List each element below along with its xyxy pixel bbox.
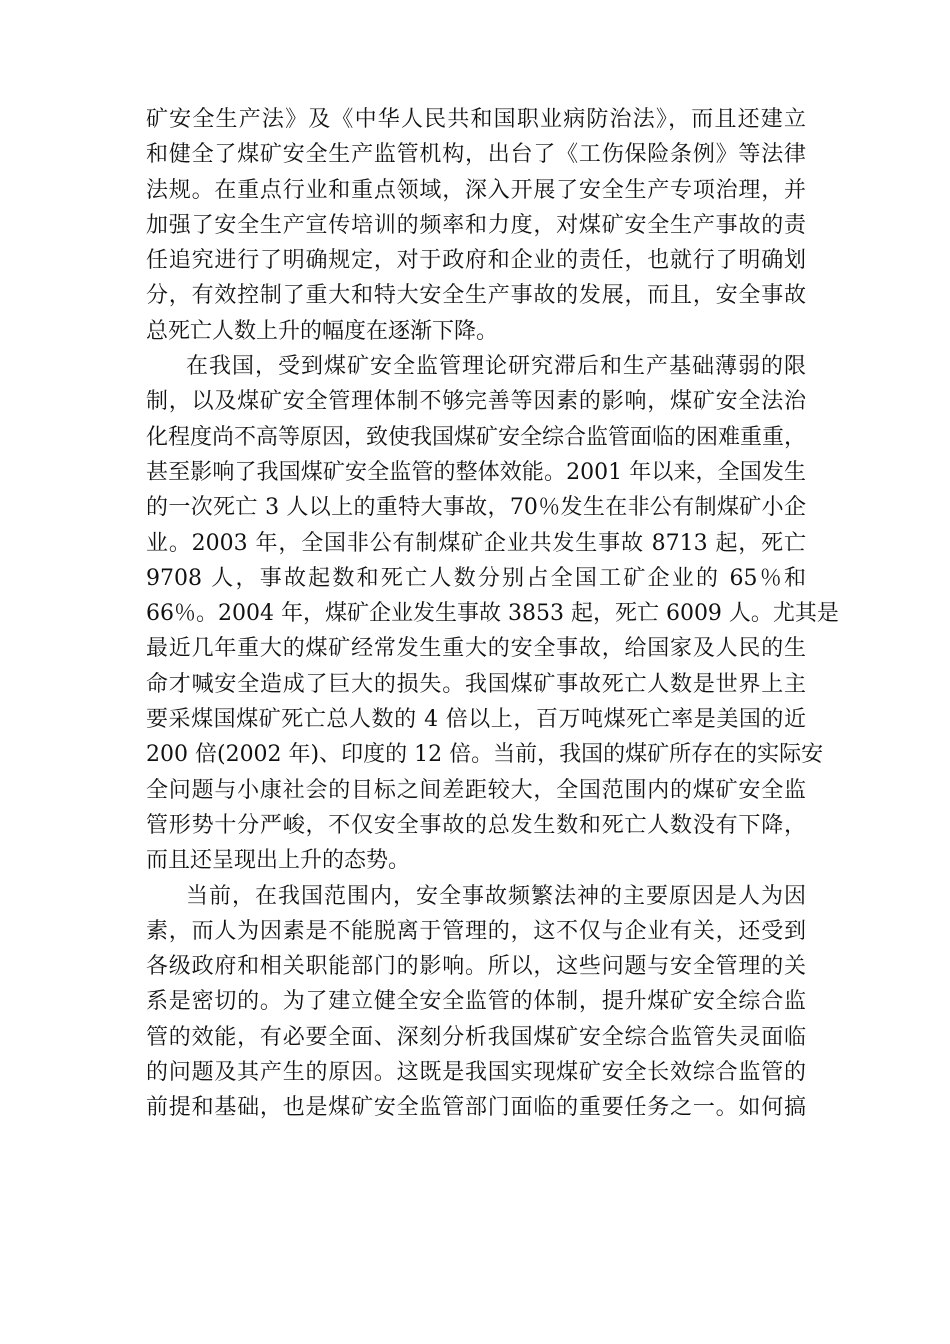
text-line-content: 要采煤国煤矿死亡总人数的 4 倍以上，百万吨煤死亡率是美国的近 bbox=[146, 707, 806, 733]
body-text bbox=[146, 102, 839, 1126]
text-line bbox=[146, 208, 806, 243]
text-line-content: 分，有效控制了重大和特大安全生产事故的发展，而且，安全事故 bbox=[146, 283, 806, 309]
text-line-content: 加强了安全生产宣传培训的频率和力度，对煤矿安全生产事故的责 bbox=[146, 212, 806, 238]
text-line-content: 而且还呈现出上升的态势。 bbox=[146, 848, 411, 874]
text-line bbox=[146, 384, 806, 419]
text-line bbox=[146, 1020, 806, 1055]
text-line-content: 的问题及其产生的原因。这既是我国实现煤矿安全长效综合监管的 bbox=[146, 1060, 806, 1086]
text-line bbox=[146, 455, 806, 490]
text-line-content: 甚至影响了我国煤矿安全监管的整体效能。2001 年以来，全国发生 bbox=[146, 459, 806, 485]
text-line bbox=[146, 596, 839, 631]
text-line-content: 和健全了煤矿安全生产监管机构，出台了《工伤保险条例》等法律 bbox=[146, 142, 806, 168]
text-line bbox=[146, 737, 824, 772]
text-line-content: 矿安全生产法》及《中华人民共和国职业病防治法》，而且还建立 bbox=[146, 107, 806, 132]
text-line bbox=[146, 843, 806, 878]
text-line bbox=[146, 490, 806, 525]
text-line bbox=[146, 420, 806, 455]
text-line-content: 前提和基础，也是煤矿安全监管部门面临的重要任务之一。如何搞 bbox=[146, 1095, 806, 1121]
paragraph-first-line bbox=[146, 879, 806, 914]
text-line-content: 管的效能，有必要全面、深刻分析我国煤矿安全综合监管失灵面临 bbox=[146, 1024, 806, 1050]
text-line bbox=[146, 984, 806, 1019]
text-line bbox=[146, 667, 806, 702]
text-line bbox=[146, 526, 806, 561]
text-line bbox=[146, 1090, 806, 1125]
text-line-content: 总死亡人数上升的幅度在逐渐下降。 bbox=[146, 318, 499, 344]
text-line bbox=[146, 1055, 806, 1090]
text-line bbox=[146, 808, 806, 843]
text-line bbox=[146, 102, 806, 137]
text-line-content: 在我国，受到煤矿安全监管理论研究滞后和生产基础薄弱的限 bbox=[186, 354, 806, 380]
text-line-content: 200 倍(2002 年)、印度的 12 倍。当前，我国的煤矿所存在的实际安 bbox=[146, 742, 824, 768]
text-line bbox=[146, 949, 806, 984]
text-line-content: 法规。在重点行业和重点领域，深入开展了安全生产专项治理，并 bbox=[146, 177, 806, 203]
text-line bbox=[146, 561, 806, 596]
text-line-content: 管形势十分严峻，不仅安全事故的总发生数和死亡人数没有下降， bbox=[146, 812, 806, 838]
text-line-content: 当前，在我国范围内，安全事故频繁法神的主要原因是人为因 bbox=[186, 883, 806, 909]
text-line-content: 制，以及煤矿安全管理体制不够完善等因素的影响，煤矿安全法治 bbox=[146, 389, 806, 415]
text-line-content: 各级政府和相关职能部门的影响。所以，这些问题与安全管理的关 bbox=[146, 954, 806, 980]
text-line bbox=[146, 137, 806, 172]
text-line-content: 系是密切的。为了建立健全安全监管的体制，提升煤矿安全综合监 bbox=[146, 989, 806, 1015]
text-line bbox=[146, 314, 806, 349]
text-line-content: 9708 人，事故起数和死亡人数分别占全国工矿企业的 65％和 bbox=[146, 565, 806, 591]
text-line-content: 化程度尚不高等原因，致使我国煤矿安全综合监管面临的困难重重， bbox=[146, 424, 807, 450]
text-line-content: 任追究进行了明确规定，对于政府和企业的责任，也就行了明确划 bbox=[146, 248, 806, 274]
text-line-content: 素，而人为因素是不能脱离于管理的，这不仅与企业有关，还受到 bbox=[146, 918, 806, 944]
text-line bbox=[146, 631, 806, 666]
text-line-content: 最近几年重大的煤矿经常发生重大的安全事故，给国家及人民的生 bbox=[146, 636, 806, 662]
paragraph-first-line bbox=[146, 349, 806, 384]
text-line-content: 的一次死亡 3 人以上的重特大事故，70％发生在非公有制煤矿小企 bbox=[146, 495, 806, 521]
text-line bbox=[146, 773, 806, 808]
text-line bbox=[146, 278, 806, 313]
text-line bbox=[146, 243, 806, 278]
text-line bbox=[146, 702, 806, 737]
text-line bbox=[146, 173, 806, 208]
text-line-content: 业。2003 年，全国非公有制煤矿企业共发生事故 8713 起，死亡 bbox=[146, 530, 806, 556]
text-line bbox=[146, 914, 806, 949]
text-line-content: 66％。2004 年，煤矿企业发生事故 3853 起，死亡 6009 人。尤其是 bbox=[146, 601, 839, 627]
text-line-content: 全问题与小康社会的目标之间差距较大，全国范围内的煤矿安全监 bbox=[146, 777, 806, 803]
text-line-content: 命才喊安全造成了巨大的损失。我国煤矿事故死亡人数是世界上主 bbox=[146, 671, 806, 697]
